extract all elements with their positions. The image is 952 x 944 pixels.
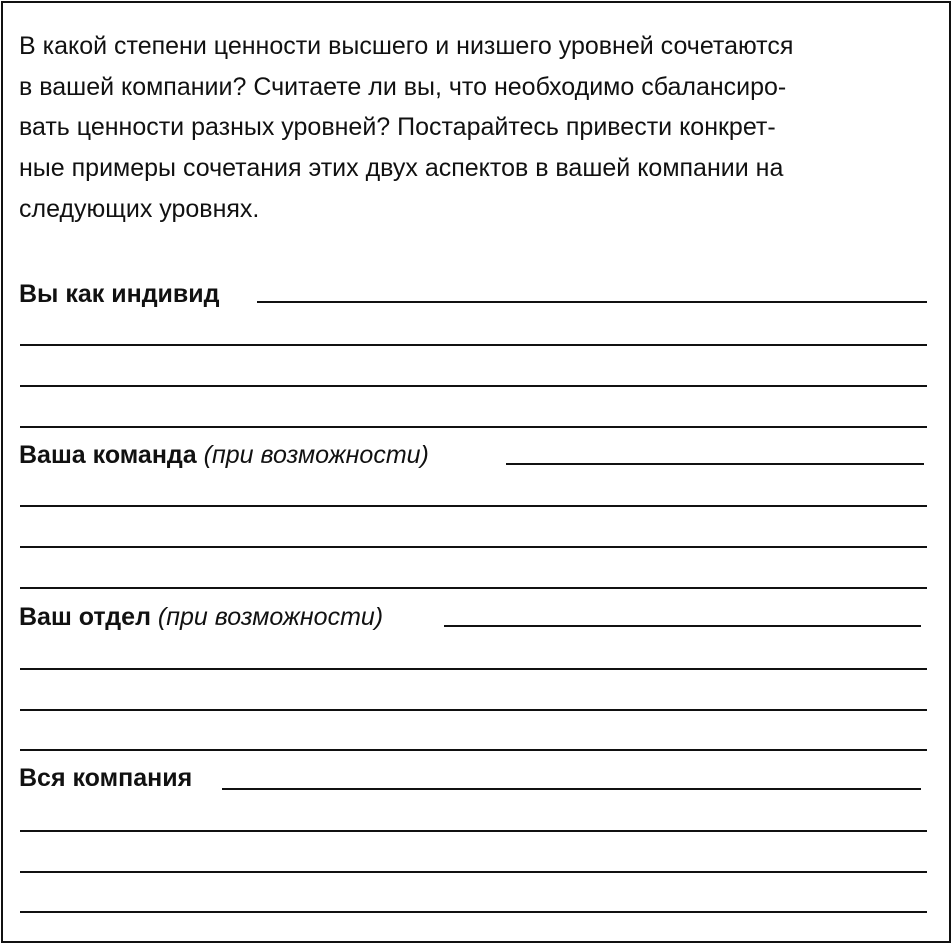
section-label-team xyxy=(19,437,429,473)
section-label-individual xyxy=(19,276,220,312)
answer-line[interactable] xyxy=(20,505,927,507)
question-line: В какой степени ценности высшего и низшего уровней сочетаются xyxy=(19,32,794,60)
answer-line[interactable] xyxy=(20,546,927,548)
section-label-department xyxy=(19,599,383,635)
answer-line[interactable] xyxy=(20,709,927,711)
answer-line[interactable] xyxy=(20,385,927,387)
answer-line[interactable] xyxy=(20,344,927,346)
answer-line[interactable] xyxy=(20,426,927,428)
section-title: Вся компания xyxy=(19,764,193,792)
answer-line[interactable] xyxy=(257,301,927,303)
answer-line[interactable] xyxy=(222,788,921,790)
section-title: Ваш отдел xyxy=(19,603,151,631)
answer-line[interactable] xyxy=(20,749,927,751)
answer-line[interactable] xyxy=(506,463,924,465)
section-note: (при возможности) xyxy=(157,603,384,631)
answer-line[interactable] xyxy=(444,625,921,627)
question-line: следующих уровнях. xyxy=(19,194,260,223)
question-line: ные примеры сочетания этих двух аспектов в вашей компании на xyxy=(19,154,784,183)
section-title: Ваша команда xyxy=(19,441,197,469)
answer-line[interactable] xyxy=(20,830,927,832)
section-title: Вы как индивид xyxy=(19,280,220,308)
answer-line[interactable] xyxy=(20,587,927,589)
question-text xyxy=(19,26,929,230)
answer-line[interactable] xyxy=(20,668,927,670)
answer-line[interactable] xyxy=(20,911,927,913)
section-label-company xyxy=(19,760,192,796)
question-line: вать ценности разных уровней? Постарайтесь привести конкрет- xyxy=(19,113,776,142)
answer-line[interactable] xyxy=(20,871,927,873)
question-line: в вашей компании? Считаете ли вы, что необходимо сбалансиро- xyxy=(19,72,787,101)
section-note: (при возможности) xyxy=(203,441,429,469)
